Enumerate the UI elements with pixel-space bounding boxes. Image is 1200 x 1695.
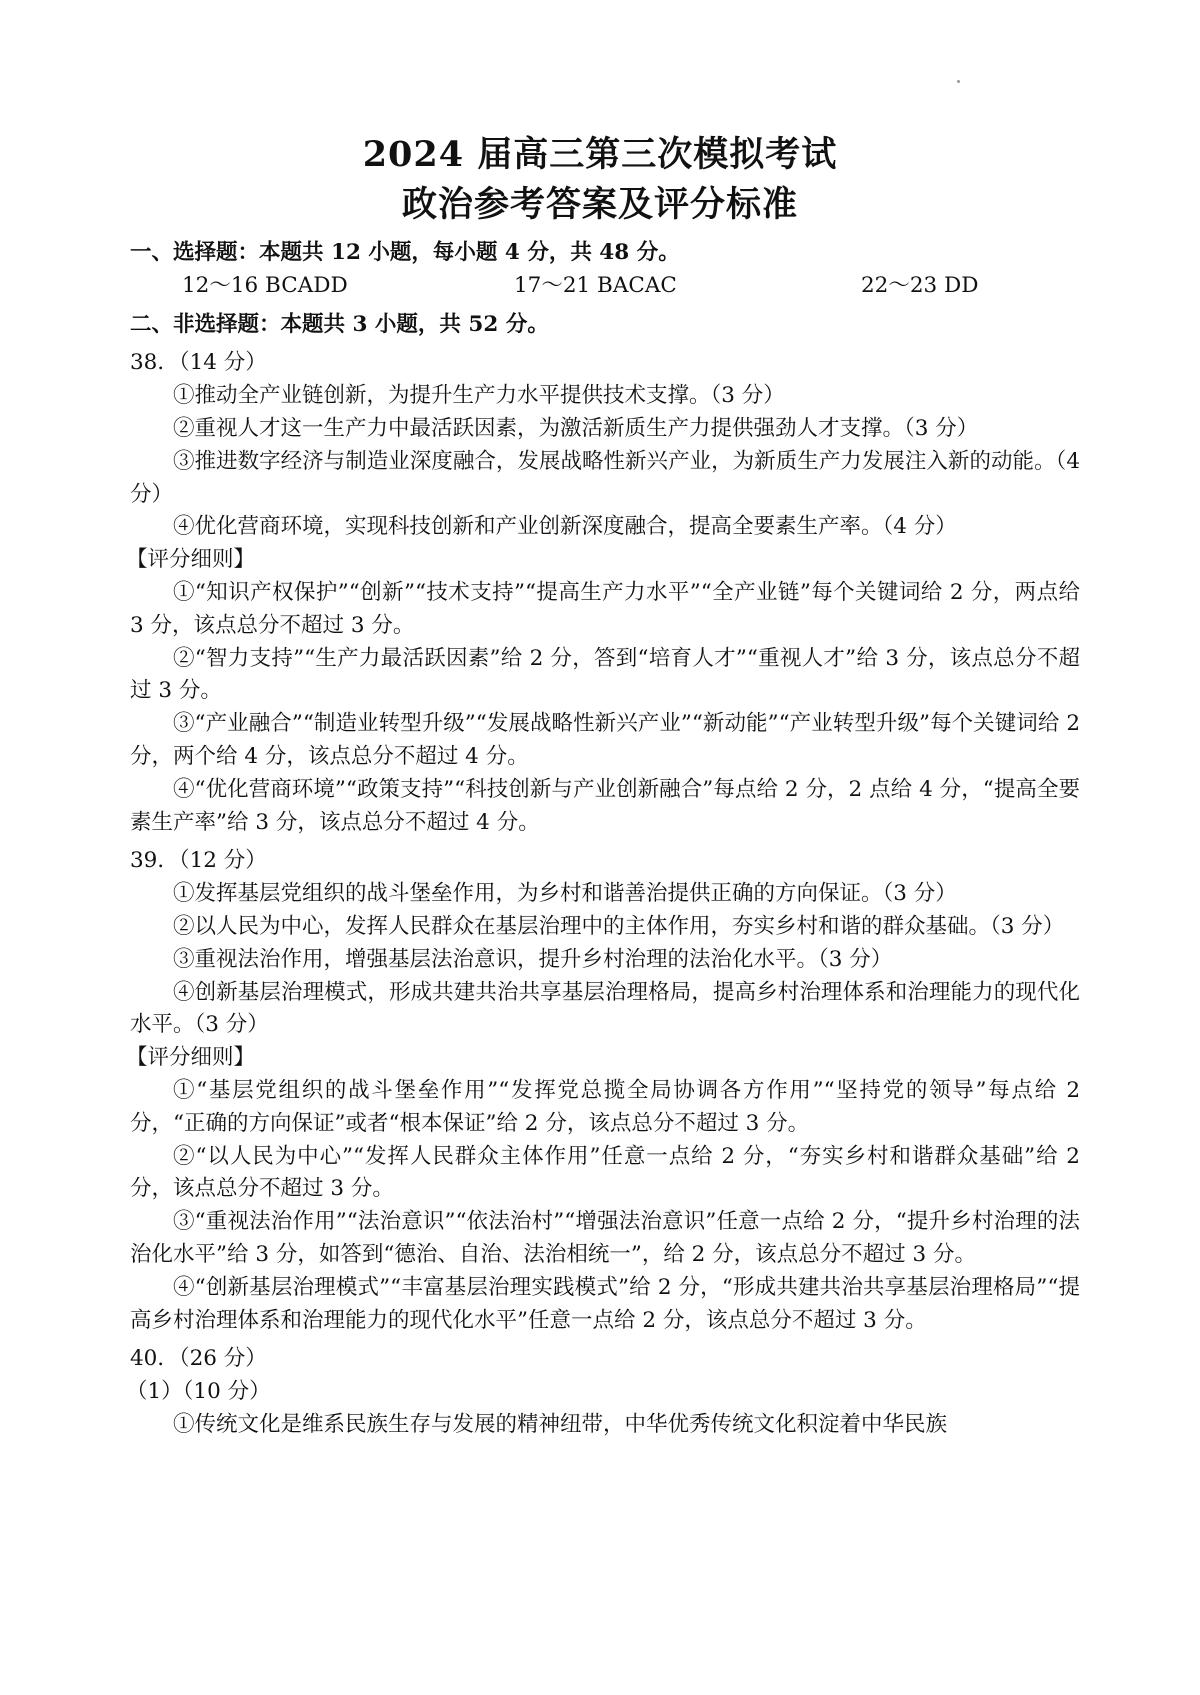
question-39-heading: 39．（12 分） [130,848,267,874]
title-line-2: 政治参考答案及评分标准 [401,184,798,225]
scan-speck [957,80,960,83]
sub-question-1-heading: （1）（10 分） [126,1379,271,1405]
choice-answer-group: 12～16 BCADD [182,272,348,298]
scoring-rule: ②“智力支持”“生产力最活跃因素”给 2 分，答到“培育人才”“重视人才”给 3 分，该点总分不超过 3 分。 [130,645,1080,704]
title-line-1: 2024 届高三第三次模拟考试 [362,134,838,175]
answer-point: ②以人民为中心，发挥人民群众在基层治理中的主体作用，夯实乡村和谐的群众基础。（3 分） [173,913,1065,939]
document-title [0,130,1200,230]
choice-answers-row [130,270,1080,303]
answer-point: ①发挥基层党组织的战斗堡垒作用，为乡村和谐善治提供正确的方向保证。（3 分） [173,881,957,907]
answer-point: ④优化营商环境，实现科技创新和产业创新深度融合，提高全要素生产率。（4 分） [173,514,957,540]
choice-answer-group: 22～23 DD [861,272,979,298]
answer-point: ③推进数字经济与制造业深度融合，发展战略性新兴产业，为新质生产力发展注入新的动能。（4 分） [130,448,1080,507]
answer-point: ①传统文化是维系民族生存与发展的精神纽带，中华优秀传统文化积淀着中华民族 [173,1411,948,1437]
answer-point: ②重视人才这一生产力中最活跃因素，为激活新质生产力提供强劲人才支撑。（3 分） [173,415,979,441]
answer-point: ①推动全产业链创新，为提升生产力水平提供技术支撑。（3 分） [173,383,785,409]
section-1-heading: 一、选择题：本题共 12 小题，每小题 4 分，共 48 分。 [130,240,680,265]
scoring-rule: ①“知识产权保护”“创新”“技术支持”“提高生产力水平”“全产业链”每个关键词给 2 分，两点给 3 分，该点总分不超过 3 分。 [130,579,1080,638]
choice-answer-group: 17～21 BACAC [514,272,677,298]
answer-point: ④创新基层治理模式，形成共建共治共享基层治理格局，提高乡村治理体系和治理能力的现代化水平。（3 分） [130,979,1080,1038]
scoring-rule: ②“以人民为中心”“发挥人民群众主体作用”任意一点给 2 分，“夯实乡村和谐群众基础”给 2 分，该点总分不超过 3 分。 [130,1143,1080,1202]
question-40-heading: 40．（26 分） [130,1346,267,1372]
scoring-rule: ④“优化营商环境”“政策支持”“科技创新与产业创新融合”每点给 2 分，2 点给 4 分，“提高全要素生产率”给 3 分，该点总分不超过 4 分。 [130,776,1080,835]
scoring-rules-heading: 【评分细则】 [126,1045,256,1071]
scoring-rules-heading: 【评分细则】 [126,547,256,573]
scoring-rule: ③“产业融合”“制造业转型升级”“发展战略性新兴产业”“新动能”“产业转型升级”每个关键词给 2 分，两个给 4 分，该点总分不超过 4 分。 [130,711,1080,769]
section-2-heading: 二、非选择题：本题共 3 小题，共 52 分。 [130,311,549,337]
scoring-rule: ④“创新基层治理模式”“丰富基层治理实践模式”给 2 分，“形成共建共治共享基层治理格局”“提高乡村治理体系和治理能力的现代化水平”任意一点给 2 分，该点总分不超过 3 分。 [130,1274,1080,1333]
question-38-heading: 38．（14 分） [130,350,267,376]
scoring-rule: ①“基层党组织的战斗堡垒作用”“发挥党总揽全局协调各方作用”“坚持党的领导”每点给 2 分，“正确的方向保证”或者“根本保证”给 2 分，该点总分不超过 3 分。 [130,1077,1080,1136]
scoring-rule: ③“重视法治作用”“法治意识”“依法治村”“增强法治意识”任意一点给 2 分，“提升乡村治理的法治化水平”给 3 分，如答到“德治、自治、法治相统一”，给 2 分，该点总分不超过 3 分。 [130,1209,1080,1267]
document-body [126,237,1080,1442]
answer-point: ③重视法治作用，增强基层法治意识，提升乡村治理的法治化水平。（3 分） [173,946,893,972]
